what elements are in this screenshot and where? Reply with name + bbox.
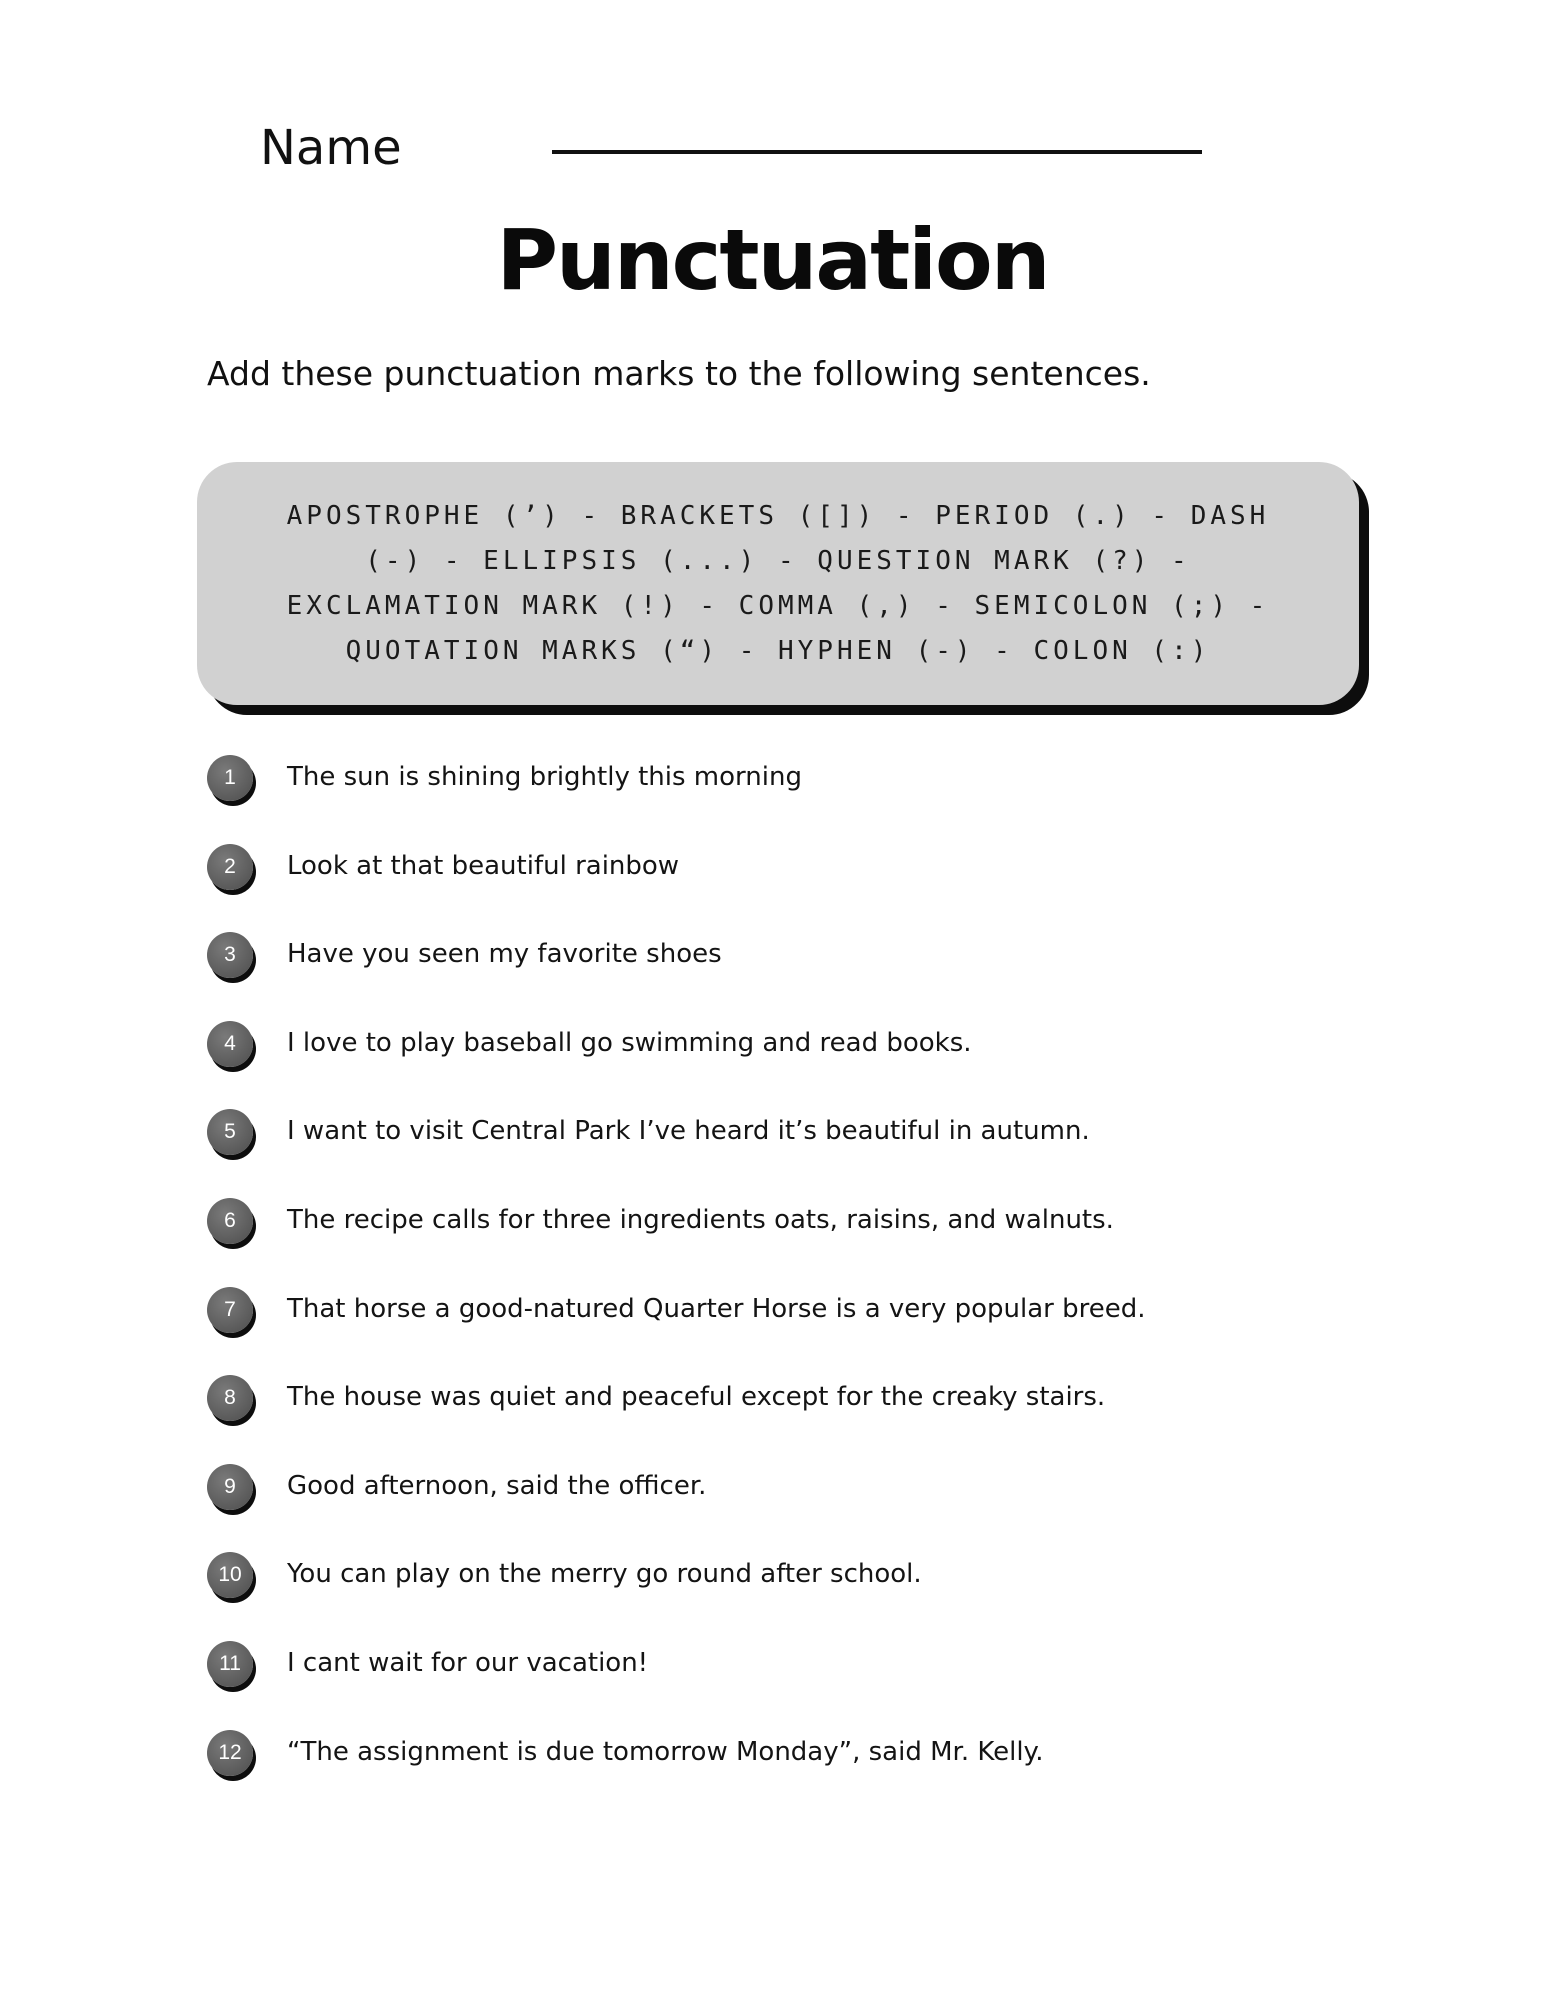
sentence-text: I cant wait for our vacation!	[287, 1647, 649, 1678]
punctuation-marks-box	[197, 462, 1359, 705]
sentence-text: Good afternoon, said the officer.	[287, 1470, 707, 1501]
list-item	[207, 1021, 1407, 1110]
number-badge: 9	[207, 1464, 253, 1510]
number-badge: 4	[207, 1021, 253, 1067]
sentence-text: That horse a good-natured Quarter Horse is a very popular breed.	[287, 1293, 1146, 1324]
number-badge: 7	[207, 1287, 253, 1333]
number-badge: 12	[207, 1730, 253, 1776]
sentence-text: The sun is shining brightly this morning	[287, 762, 802, 792]
number-badge: 11	[207, 1641, 253, 1687]
number-badge: 2	[207, 844, 253, 890]
name-label: Name	[260, 120, 402, 176]
list-item	[207, 1198, 1407, 1287]
number-badge: 1	[207, 755, 253, 801]
number-badge: 5	[207, 1109, 253, 1155]
list-item	[207, 1375, 1407, 1464]
list-item	[207, 1641, 1407, 1730]
sentence-text: Look at that beautiful rainbow	[287, 850, 680, 881]
list-item	[207, 1552, 1407, 1641]
sentence-text: The recipe calls for three ingredients oats, raisins, and walnuts.	[287, 1204, 1114, 1235]
sentence-list	[207, 755, 1407, 1818]
instructions: Add these punctuation marks to the following sentences.	[207, 354, 1151, 393]
number-badge: 10	[207, 1552, 253, 1598]
sentence-text: I want to visit Central Park I’ve heard it’s beautiful in autumn.	[287, 1116, 1090, 1147]
list-item	[207, 755, 1407, 844]
sentence-text: The house was quiet and peaceful except for the creaky stairs.	[287, 1382, 1106, 1413]
list-item	[207, 932, 1407, 1021]
sentence-text: You can play on the merry go round after school.	[287, 1559, 922, 1590]
number-badge: 3	[207, 932, 253, 978]
list-item	[207, 1109, 1407, 1198]
list-item	[207, 844, 1407, 933]
page-title: Punctuation	[496, 211, 1049, 309]
name-blank-line	[552, 150, 1202, 154]
sentence-text: I love to play baseball go swimming and read books.	[287, 1027, 972, 1058]
punctuation-marks-list: APOSTROPHE (’) - BRACKETS ([]) - PERIOD (.) - DASH (-) - ELLIPSIS (...) - QUESTION MARK (?) - EXCLAMATION MARK (!) - COMMA (,) - SEMICOLON (;) - QUOTATION MARKS (“) - HYPHEN (-) - COLON (:)	[286, 500, 1270, 666]
number-badge: 8	[207, 1375, 253, 1421]
list-item	[207, 1287, 1407, 1376]
sentence-text: Have you seen my favorite shoes	[287, 939, 722, 970]
list-item	[207, 1464, 1407, 1553]
number-badge: 6	[207, 1198, 253, 1244]
list-item	[207, 1730, 1407, 1819]
sentence-text: “The assignment is due tomorrow Monday”, said Mr. Kelly.	[287, 1736, 1044, 1767]
